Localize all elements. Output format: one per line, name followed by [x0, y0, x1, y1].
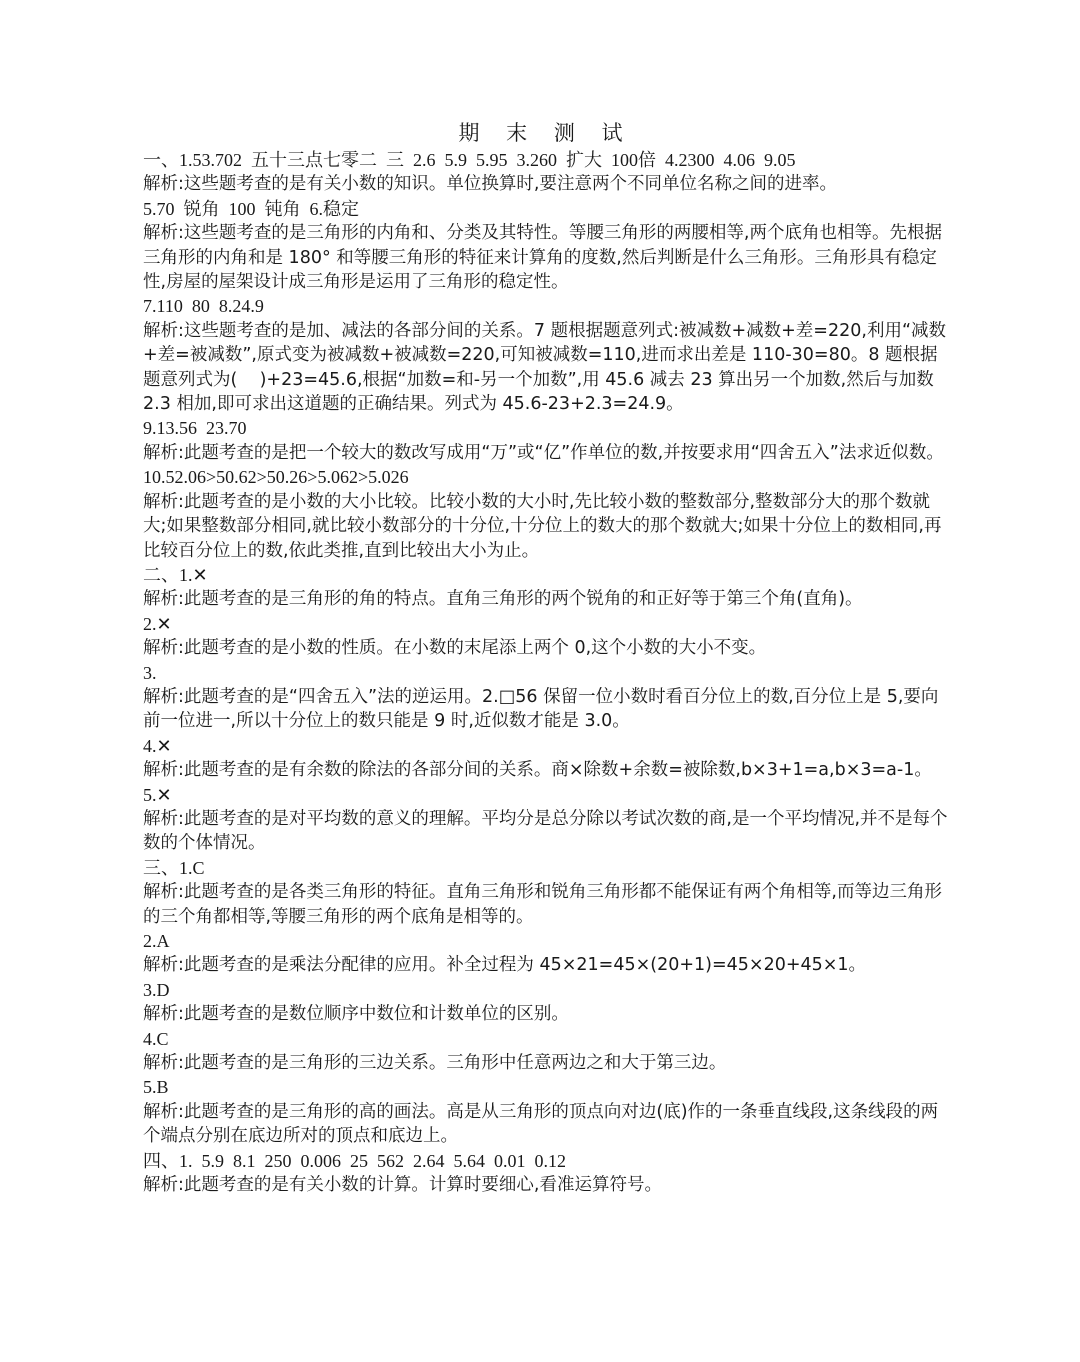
- answer-line: 10.52.06>50.62>50.26>5.062>5.026: [143, 467, 409, 488]
- explanation-line: 解析:此题考查的是把一个较大的数改写成用“万”或“亿”作单位的数,并按要求用“四舍五入”法求近似数。: [143, 442, 944, 463]
- explanation-line: 解析:此题考查的是三角形的角的特点。直角三角形的两个锐角的和正好等于第三个角(直角)。: [143, 589, 863, 610]
- answer-line: 5.B: [143, 1077, 169, 1098]
- answer-line: 9.13.56 23.70: [143, 418, 247, 439]
- explanation-line: 解析:此题考查的是各类三角形的特征。直角三角形和锐角三角形都不能保证有两个角相等,而等边三角形的三个角都相等,等腰三角形的两个底角是相等的。: [143, 882, 942, 927]
- answer-line: 7.110 80 8.24.9: [143, 296, 264, 317]
- explanation-line: 解析:此题考查的是数位顺序中数位和计数单位的区别。: [143, 1004, 569, 1025]
- explanation-line: 解析:此题考查的是有余数的除法的各部分间的关系。商×除数+余数=被除数,b×3+1=a,b×3=a-1。: [143, 760, 932, 781]
- explanation-line: 解析:这些题考查的是加、减法的各部分间的关系。7 题根据题意列式:被减数+减数+差=220,利用“减数+差=被减数”,原式变为被减数+被减数=220,可知被减数=110,进而求出差是 110-30=80。8 题根据题意列式为( )+23=45.6,根据“加数=和-另一个加数”,用 45.6 减去 23 算出另一个加数,然后与加数 2.3 相加,即可求出这道题的正确结果。列式为 45.6-23+2.3=24.9。: [143, 320, 947, 415]
- answer-line: 4.✕: [143, 735, 172, 756]
- answer-line: 一、1.53.702 五十三点七零二 三 2.6 5.9 5.95 3.260 扩大 100倍 4.2300 4.06 9.05: [143, 150, 796, 170]
- explanation-line: 解析:此题考查的是小数的性质。在小数的末尾添上两个 0,这个小数的大小不变。: [143, 638, 767, 659]
- explanation-line: 解析:此题考查的是三角形的三边关系。三角形中任意两边之和大于第三边。: [143, 1053, 727, 1074]
- answer-line: 5.70 锐角 100 钝角 6.稳定: [143, 198, 359, 219]
- answer-line: 三、1.C: [143, 857, 205, 878]
- explanation-line: 解析:此题考查的是三角形的高的画法。高是从三角形的顶点向对边(底)作的一条垂直线段,这条线段的两个端点分别在底边所对的顶点和底边上。: [143, 1101, 939, 1147]
- answer-page: [143, 118, 948, 1197]
- answer-line: 2.✕: [143, 613, 172, 634]
- page-title: 期 末 测 试: [458, 121, 633, 145]
- explanation-line: 解析:此题考查的是乘法分配律的应用。补全过程为 45×21=45×(20+1)=45×20+45×1。: [143, 955, 867, 976]
- answer-line: 5.✕: [143, 784, 172, 805]
- answer-line: 3.: [143, 662, 157, 683]
- explanation-line: 解析:这些题考查的是三角形的内角和、分类及其特性。等腰三角形的两腰相等,两个底角也相等。先根据三角形的内角和是 180° 和等腰三角形的特征来计算角的度数,然后判断是什么三角形。三角形具有稳定性,房屋的屋架设计成三角形是运用了三角形的稳定性。: [143, 223, 942, 293]
- answer-line: 二、1.✕: [143, 564, 208, 585]
- answer-line: 3.D: [143, 979, 170, 1000]
- explanation-line: 解析:此题考查的是有关小数的计算。计算时要细心,看准运算符号。: [143, 1175, 662, 1196]
- answer-line: 4.C: [143, 1028, 169, 1049]
- answer-line: 四、1. 5.9 8.1 250 0.006 25 562 2.64 5.64 0.01 0.12: [143, 1150, 566, 1171]
- explanation-line: 解析:此题考查的是“四舍五入”法的逆运用。2.□56 保留一位小数时看百分位上的数,百分位上是 5,要向前一位进一,所以十分位上的数只能是 9 时,近似数才能是 3.0。: [143, 686, 939, 732]
- answer-line: 2.A: [143, 931, 170, 951]
- explanation-line: 解析:此题考查的是对平均数的意义的理解。平均分是总分除以考试次数的商,是一个平均情况,并不是每个数的个体情况。: [143, 808, 948, 854]
- explanation-line: 解析:这些题考查的是有关小数的知识。单位换算时,要注意两个不同单位名称之间的进率。: [143, 174, 837, 195]
- explanation-line: 解析:此题考查的是小数的大小比较。比较小数的大小时,先比较小数的整数部分,整数部分大的那个数就大;如果整数部分相同,就比较小数部分的十分位,十分位上的数大的那个数就大;如果十分位上的数相同,再比较百分位上的数,依此类推,直到比较出大小为止。: [143, 491, 942, 561]
